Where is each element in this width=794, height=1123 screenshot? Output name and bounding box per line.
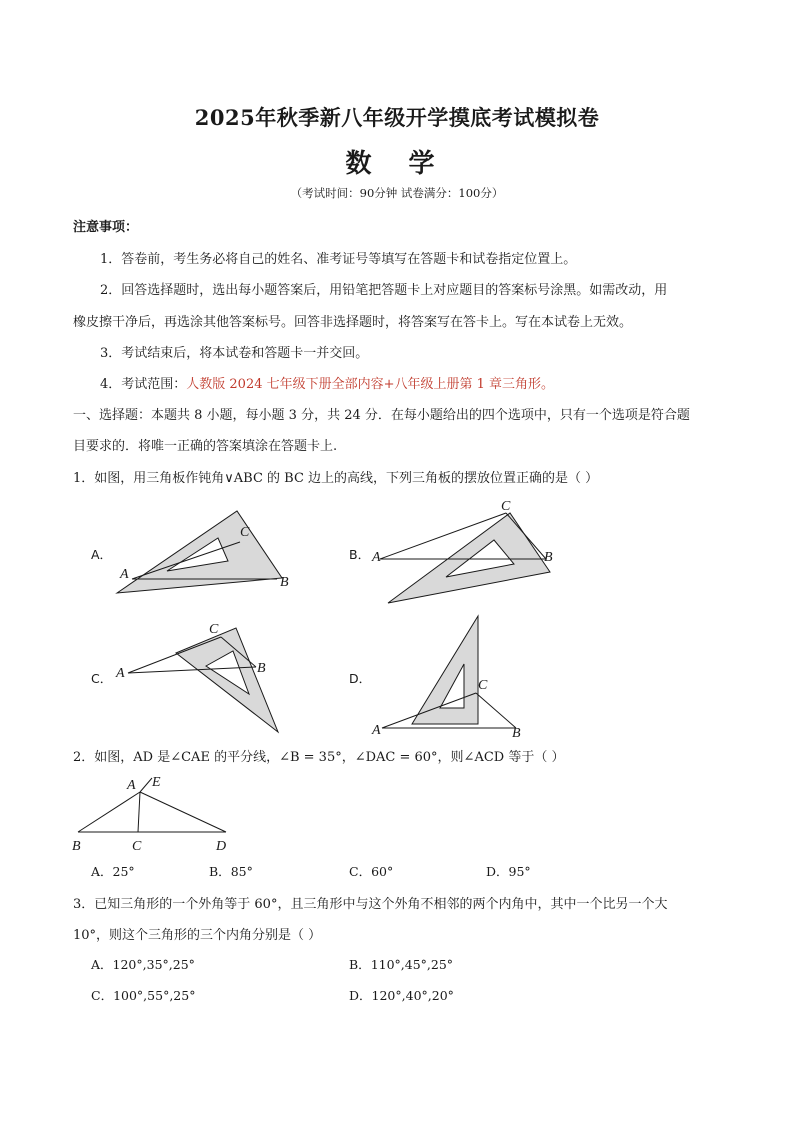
q1a-label-c: C (240, 525, 250, 540)
subject-title: 数 学 (345, 149, 449, 179)
q2-option-b-text: 85° (230, 864, 253, 879)
notice-item-2-line2: 橡皮擦干净后，再选涂其他答案标号。回答非选择题时，将答案写在答卡上。写在本试卷上无效。 (73, 315, 633, 330)
section-1-line1: 一、选择题：本题共 8 小题，每小题 3 分，共 24 分．在每小题给出的四个选项中，只有一个选项是符合题 (73, 408, 690, 423)
q3-option-c-letter: C． (91, 988, 114, 1003)
q2-label-c: C (132, 839, 142, 854)
q1-option-a-label[interactable]: A． (91, 547, 113, 562)
question-1-stem: 1．如图，用三角板作钝角∨ABC 的 BC 边上的高线，下列三角板的摆放位置正确的是（ ） (73, 471, 599, 486)
q1c-label-c: C (209, 622, 219, 637)
q2-option-c-letter: C． (349, 864, 372, 879)
q1-option-d-figure[interactable] (368, 610, 538, 740)
q2-label-e: E (152, 775, 161, 790)
q1b-label-b: B (544, 550, 553, 565)
q1d-label-c: C (478, 678, 488, 693)
notice-item-1: 1．答卷前，考生务必将自己的姓名、准考证号等填写在答题卡和试卷指定位置上。 (100, 252, 577, 267)
q1d-label-b: B (512, 726, 521, 740)
question-3-stem-line1: 3．已知三角形的一个外角等于 60°，且三角形中与这个外角不相邻的两个内角中，其中一个比另一个大 (73, 897, 668, 912)
q2-option-a-text: 25° (112, 864, 135, 879)
q2-label-a: A (127, 778, 136, 793)
q1a-label-b: B (280, 575, 289, 590)
q2-option-d-letter: D． (486, 864, 509, 879)
q2-option-b[interactable] (209, 862, 253, 880)
notice-item-3: 3．考试结束后，将本试卷和答题卡一并交回。 (100, 346, 369, 361)
question-3-stem-line2: 10°，则这个三角形的三个内角分别是（ ） (73, 928, 322, 943)
q3-option-b[interactable] (349, 955, 453, 973)
exam-scope: 人教版 2024 七年级下册全部内容+八年级上册第 1 章三角形。 (186, 377, 555, 392)
q2-option-a[interactable] (91, 862, 135, 880)
notice-heading: 注意事项： (73, 220, 139, 235)
q2-option-a-letter: A． (91, 864, 113, 879)
q3-option-a-letter: A． (91, 957, 113, 972)
q2-option-d[interactable] (486, 862, 531, 880)
q3-option-b-text: 110°,45°,25° (370, 957, 454, 972)
notice-item-4 (100, 373, 554, 392)
q3-option-a-text: 120°,35°,25° (112, 957, 195, 972)
q3-option-c[interactable] (91, 986, 195, 1004)
q1b-label-a: A (372, 550, 381, 565)
q3-option-d[interactable] (349, 986, 454, 1004)
q3-option-d-letter: D． (349, 988, 372, 1003)
section-1-line2: 目要求的．将唯一正确的答案填涂在答题卡上. (73, 439, 338, 454)
question-2-stem: 2．如图，AD 是∠CAE 的平分线，∠B = 35°，∠DAC = 60°，则∠ACD 等于（ ） (73, 750, 565, 765)
q1b-label-c: C (501, 499, 511, 514)
q3-option-a[interactable] (91, 955, 195, 973)
q1d-label-a: A (372, 723, 381, 738)
q2-option-d-text: 95° (508, 864, 531, 879)
q1-option-b-label[interactable]: B． (349, 547, 371, 562)
q2-label-d: D (216, 839, 227, 854)
q3-option-b-letter: B． (349, 957, 371, 972)
q1c-label-a: A (116, 666, 125, 681)
q3-option-d-text: 120°,40°,20° (371, 988, 454, 1003)
q1-option-c-label[interactable]: C． (91, 671, 113, 686)
q2-figure (68, 772, 243, 857)
q1-option-c-figure[interactable] (110, 615, 290, 740)
exam-title: 2025年秋季新八年级开学摸底考试模拟卷 (194, 105, 600, 130)
q2-option-c[interactable] (349, 862, 393, 880)
q1-option-a-figure[interactable] (110, 505, 300, 600)
q2-option-c-text: 60° (371, 864, 394, 879)
notice-item-4-prefix: 4．考试范围： (100, 377, 187, 392)
q3-option-c-text: 100°,55°,25° (113, 988, 196, 1003)
q1c-label-b: B (257, 661, 266, 676)
q1a-label-a: A (120, 567, 129, 582)
q2-option-b-letter: B． (209, 864, 231, 879)
notice-item-2-line1: 2．回答选择题时，选出每小题答案后，用铅笔把答题卡上对应题目的答案标号涂黑。如需改动，用 (100, 283, 668, 298)
time-info: （考试时间：90分钟 试卷满分：100分） (290, 186, 504, 200)
q2-label-b: B (72, 839, 81, 854)
q1-option-b-figure[interactable] (368, 495, 568, 610)
q1-option-d-label[interactable]: D． (349, 671, 372, 686)
